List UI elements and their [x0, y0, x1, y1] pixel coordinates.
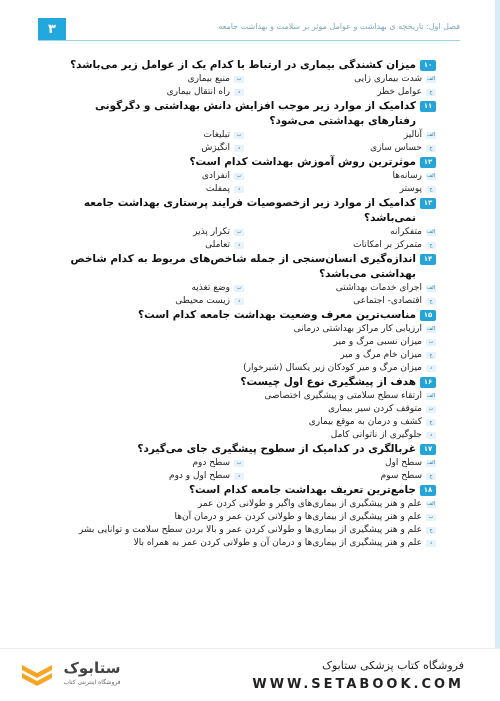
question-number-badge: ۱۰	[420, 60, 436, 71]
answer-option[interactable]	[52, 73, 244, 86]
option-text: انگیزش	[201, 143, 230, 153]
answer-option[interactable]	[52, 362, 436, 375]
option-letter: ج	[426, 352, 436, 359]
question-line	[52, 155, 436, 170]
option-letter: ب	[234, 460, 244, 467]
option-text: سطح اول و دوم	[169, 471, 230, 481]
option-text: کشف و درمان به موقع بیماری	[308, 417, 422, 427]
question-text: مناسب‌ترین معرف وضعیت بهداشت جامعه کدام است؟	[137, 309, 416, 321]
logo-subtitle: فروشگاه اینترنتی کتاب	[63, 679, 121, 686]
option-text: ارزیابی کار مراکز بهداشتی درمانی	[293, 324, 422, 334]
answer-option[interactable]	[244, 239, 436, 252]
option-text: ارتقاء سطح سلامتی و پیشگیری اختصاصی	[264, 391, 422, 401]
answer-option[interactable]	[52, 470, 244, 483]
option-text: عوامل خطر	[377, 87, 422, 97]
option-text: علم و هنر پیشگیری از بیماری‌ها و درمان آن و طولانی کردن عمر به همراه بالا	[133, 538, 422, 548]
question-text: کدامیک از موارد زیر ازخصوصیات فرایند پرستاری بهداشت جامعه نمی‌باشد؟	[83, 197, 416, 224]
option-text: وضع تغذیه	[191, 283, 230, 293]
option-text: سطح سوم	[380, 471, 422, 481]
shop-name: فروشگاه کتاب پزشکی ستابوک	[322, 659, 464, 672]
options-group	[52, 73, 436, 99]
answer-option[interactable]	[52, 129, 244, 142]
question-line	[52, 99, 436, 129]
answer-option[interactable]	[52, 390, 436, 403]
option-letter: الف	[426, 326, 436, 332]
option-letter: د	[234, 145, 244, 152]
answer-option[interactable]	[52, 416, 436, 429]
answer-option[interactable]	[52, 349, 436, 362]
option-letter: ب	[234, 173, 244, 180]
answer-option[interactable]	[244, 170, 436, 183]
option-letter: د	[426, 432, 436, 439]
option-letter: ب	[234, 229, 244, 236]
answer-option[interactable]	[52, 282, 244, 295]
option-text: پوستر	[399, 184, 422, 194]
option-letter: ب	[234, 76, 244, 83]
option-letter: د	[234, 89, 244, 96]
option-text: میزان نسبی مرگ و میر	[333, 337, 422, 347]
question-line	[52, 308, 436, 323]
question-line	[52, 252, 436, 282]
answer-option[interactable]	[52, 226, 244, 239]
answer-option[interactable]	[244, 129, 436, 142]
answer-option[interactable]	[244, 457, 436, 470]
option-text: سطح اول	[385, 458, 422, 468]
option-text: اجرای خدمات بهداشتی	[335, 283, 422, 293]
question-list	[52, 58, 436, 550]
question-item	[52, 442, 436, 483]
answer-option[interactable]	[52, 403, 436, 416]
option-letter: ج	[426, 473, 436, 480]
question-number-badge: ۱۲	[420, 157, 436, 168]
question-text: غربالگری در کدامیک از سطوح پیشگیری جای می‌گیرد؟	[137, 443, 416, 455]
question-text: هدف از پیشگیری نوع اول چیست؟	[240, 376, 416, 388]
option-letter: ب	[426, 339, 436, 346]
question-text: کدامیک از موارد زیر موجب افزایش دانش بهداشتی و دگرگونی رفتارهای بهداشتی می‌شود؟	[95, 100, 416, 127]
option-letter: د	[234, 473, 244, 480]
option-text: علم و هنر پیشگیری از بیماری‌ها و طولانی کردن عمر و درمان آن‌ها	[174, 512, 422, 522]
shop-url-link[interactable]: WWW.SETABOOK.COM	[252, 677, 464, 692]
page-header	[38, 18, 460, 41]
question-number-badge: ۱۵	[420, 310, 436, 321]
answer-option[interactable]	[52, 295, 244, 308]
answer-option[interactable]	[244, 73, 436, 86]
option-text: رسانه‌ها	[392, 171, 422, 181]
option-letter: الف	[426, 460, 436, 466]
answer-option[interactable]	[52, 142, 244, 155]
options-group	[52, 129, 436, 155]
question-number-badge: ۱۷	[420, 444, 436, 455]
answer-option[interactable]	[244, 282, 436, 295]
option-letter: ب	[426, 514, 436, 521]
option-letter: د	[234, 298, 244, 305]
options-group	[52, 457, 436, 483]
option-letter: ج	[426, 298, 436, 305]
question-item	[52, 375, 436, 442]
option-text: سطح دوم	[192, 458, 230, 468]
option-letter: ج	[426, 527, 436, 534]
option-text: شدت بیماری زایی	[354, 74, 422, 84]
chapter-title: فصل اول: تاریخچه ی بهداشت و عوامل موثر بر سلامت و بهداشت جامعه	[218, 22, 460, 31]
option-text: متوقف کردن سیر بیماری	[327, 404, 422, 414]
answer-option[interactable]	[244, 470, 436, 483]
option-letter: ج	[426, 186, 436, 193]
option-text: اقتصادی- اجتماعی	[353, 296, 422, 306]
answer-option[interactable]	[52, 524, 436, 537]
question-text: جامع‌ترین تعریف بهداشت جامعه کدام است؟	[188, 484, 416, 496]
page-number: ۳	[38, 18, 66, 40]
answer-option[interactable]	[52, 323, 436, 336]
option-letter: الف	[426, 173, 436, 179]
answer-option[interactable]	[52, 498, 436, 511]
option-text: تعاملی	[205, 240, 230, 250]
option-letter: د	[234, 242, 244, 249]
answer-option[interactable]	[52, 511, 436, 524]
question-number-badge: ۱۶	[420, 377, 436, 388]
options-group	[52, 390, 436, 442]
question-number-badge: ۱۸	[420, 485, 436, 496]
option-text: حساس سازی	[370, 143, 422, 153]
answer-option[interactable]	[244, 142, 436, 155]
question-item	[52, 58, 436, 99]
option-letter: د	[426, 365, 436, 372]
option-text: راه انتقال بیماری	[166, 87, 230, 97]
question-item	[52, 252, 436, 308]
question-item	[52, 196, 436, 252]
question-line	[52, 483, 436, 498]
option-text: تبلیغات	[203, 130, 230, 140]
page-edge-bar	[495, 0, 500, 648]
option-letter: الف	[426, 76, 436, 82]
answer-option[interactable]	[52, 429, 436, 442]
option-text: آنالیز	[403, 130, 422, 140]
option-letter: ج	[426, 145, 436, 152]
option-text: تکرار پذیر	[193, 227, 230, 237]
options-group	[52, 323, 436, 375]
answer-option[interactable]	[244, 226, 436, 239]
logo-wordmark: ستابوک	[63, 659, 121, 677]
question-number-badge: ۱۱	[420, 101, 436, 112]
question-item	[52, 155, 436, 196]
option-text: انفرادی	[201, 171, 230, 181]
option-text: پمفلت	[205, 184, 230, 194]
setabook-logo[interactable]	[18, 655, 128, 695]
option-text: متمرکز بر امکانات	[353, 240, 422, 250]
answer-option[interactable]	[52, 239, 244, 252]
option-letter: ب	[234, 285, 244, 292]
option-letter: ب	[426, 406, 436, 413]
option-letter: الف	[426, 285, 436, 291]
option-text: علم و هنر پیشگیری از بیماری‌ها و طولانی کردن عمر و بالا بردن سطح سلامت و توانایی بشر	[78, 525, 422, 535]
option-letter: ج	[426, 242, 436, 249]
answer-option[interactable]	[52, 457, 244, 470]
answer-option[interactable]	[244, 295, 436, 308]
option-text: میزان خام مرگ و میر	[340, 350, 422, 360]
question-item	[52, 99, 436, 155]
question-text: اندازه‌گیری انسان‌سنجی از جمله شاخص‌های مربوط به کدام شاخص بهداشتی می‌باشد؟	[70, 253, 416, 280]
option-letter: الف	[426, 132, 436, 138]
answer-option[interactable]	[52, 86, 244, 99]
option-text: زیست محیطی	[175, 296, 230, 306]
option-text: میزان مرگ و میر کودکان زیر یکسال (شیرخوار)	[243, 363, 422, 373]
answer-option[interactable]	[52, 336, 436, 349]
option-text: منبع بیماری	[187, 74, 230, 84]
option-text: علم و هنر پیشگیری از بیماری‌های واگیر و طولانی کردن عمر	[197, 499, 422, 509]
option-letter: الف	[426, 501, 436, 507]
option-text: متفکرانه	[390, 227, 422, 237]
question-line	[52, 58, 436, 73]
question-line	[52, 442, 436, 457]
options-group	[52, 498, 436, 550]
answer-option[interactable]	[52, 183, 244, 196]
question-line	[52, 375, 436, 390]
answer-option[interactable]	[52, 537, 436, 550]
question-number-badge: ۱۴	[420, 254, 436, 265]
answer-option[interactable]	[52, 170, 244, 183]
question-text: میزان کشندگی بیماری در ارتباط با کدام یک از عوامل زیر می‌باشد؟	[70, 59, 416, 71]
book-logo-icon	[18, 659, 56, 689]
question-number-badge: ۱۳	[420, 198, 436, 209]
options-group	[52, 170, 436, 196]
option-letter: د	[234, 186, 244, 193]
footer-banner	[0, 648, 500, 701]
option-letter: ج	[426, 89, 436, 96]
answer-option[interactable]	[244, 86, 436, 99]
answer-option[interactable]	[244, 183, 436, 196]
question-item	[52, 308, 436, 375]
options-group	[52, 282, 436, 308]
option-letter: ب	[234, 132, 244, 139]
option-letter: الف	[426, 393, 436, 399]
option-letter: د	[426, 540, 436, 547]
option-text: جلوگیری از ناتوانی کامل	[330, 430, 422, 440]
options-group	[52, 226, 436, 252]
option-letter: ج	[426, 419, 436, 426]
question-item	[52, 483, 436, 550]
option-letter: الف	[426, 229, 436, 235]
question-line	[52, 196, 436, 226]
question-text: موثرترین روش آموزش بهداشت کدام است؟	[189, 156, 416, 168]
